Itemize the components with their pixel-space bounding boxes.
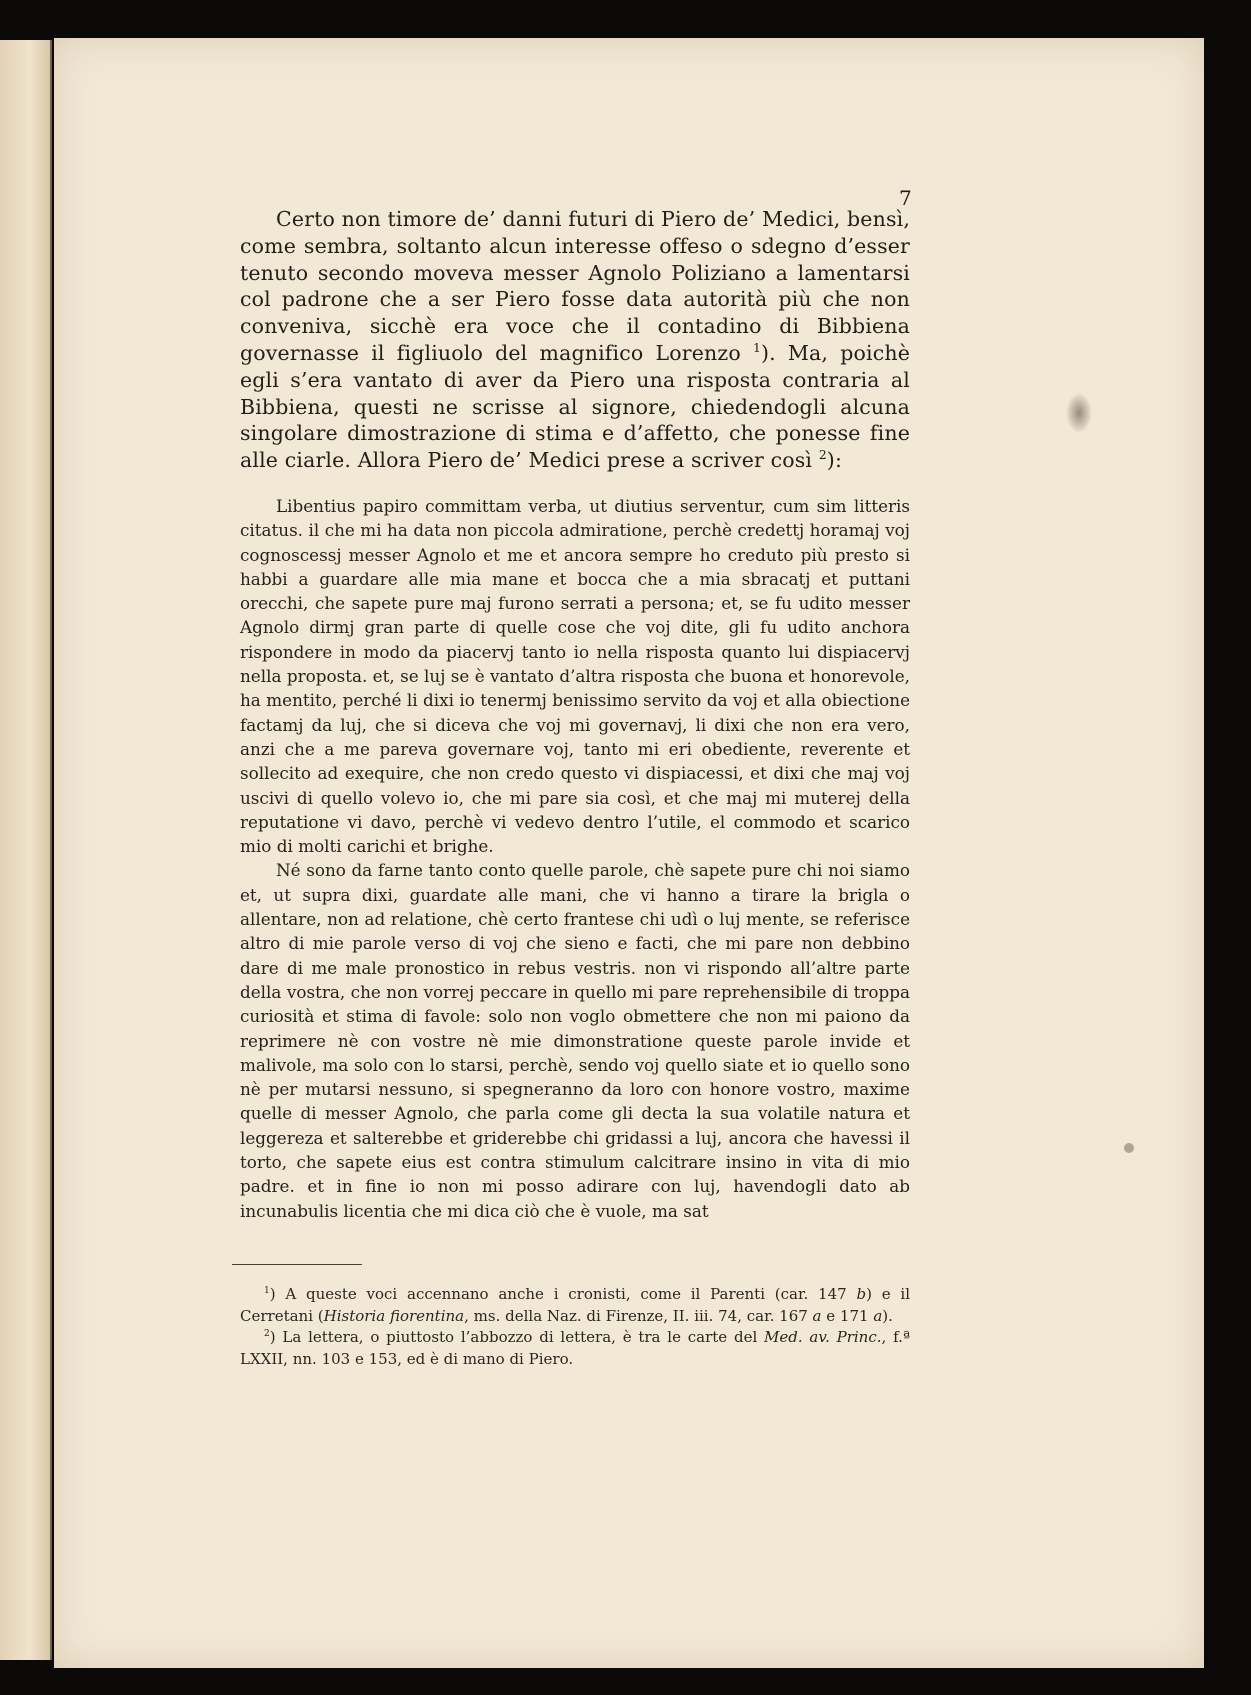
body-text-part-3: ): <box>826 448 843 473</box>
footnote-1-text: ) A queste voci accennano anche i cronisti, come il Parenti (car. 147 <box>269 1285 857 1303</box>
footnote-1-text: ). <box>882 1306 893 1325</box>
footnotes <box>240 1284 910 1370</box>
footnote-2-text: ) La lettera, o piuttosto l’abbozzo di lettera, è tra le carte del <box>269 1328 765 1346</box>
footnote-2 <box>240 1327 910 1370</box>
letter-paragraph-1: Libentius papiro committam verba, ut diutius serventur, cum sim litteris citatus. il che mi ha data non piccola admiratione, perchè credettj horamaj voj cognoscessj messer Agnolo et me et ancora sempre ho creduto più presto si habbi a guardare alle mia mane et bocca che a mia sbracatj et puttani orecchi, che sapete pure maj furono serrati a persona; et, se fu udito messer Agnolo dirmj gran parte di quelle cose che voj dite, gli fu udito anchora rispondere in modo da piacervj tanto io nella risposta quanto lui dispiacervj nella proposta. et, se luj se è vantato d’altra risposta che buona et honorevole, ha mentito, perché li dixi io tenermj benissimo servito da voj et alla obiectione factamj da luj, che si diceva che voj mi governavj, li dixi che non era vero, anzi che a me pareva governare voj, tanto mi eri obediente, reverente et sollecito ad exequire, che non credo questo vi dispiacessi, et dixi che maj voj uscivi di quello volevo io, che mi pare sia così, et che maj mi muterej della reputatione vi davo, perchè vi vedevo dentro l’utile, el commodo et scarico mio di molti carichi et brighe. <box>240 496 910 857</box>
footnote-separator <box>232 1264 362 1265</box>
paper-stain-small <box>1124 1143 1134 1153</box>
footnote-ref-2: 2 <box>818 448 827 463</box>
footnote-1-italic: b <box>856 1285 867 1303</box>
footnote-ref-1: 1 <box>752 341 761 356</box>
paper-stain <box>1066 393 1092 433</box>
footnote-2-text: , f.ª LXXII, nn. 103 e 153, ed è di mano di Piero. <box>240 1328 910 1368</box>
footnote-1-italic: a <box>873 1306 883 1325</box>
letter-paragraph-2: Né sono da farne tanto conto quelle parole, chè sapete pure chi noi siamo et, ut supra dixi, guardate alle mani, che vi hanno a tirare la brigla o allentare, non ad relatione, chè certo frantese chi udì o luj mente, se referisce altro di mie parole verso di voj che sieno e facti, che mi pare non debbino dare di me male pronostico in rebus vestris. non vi rispondo all’altre parte della vostra, che non vorrej peccare in quello mi pare reprehensibile di troppa curiosità et stima di favole: solo non voglo obmettere che non mi paiono da reprimere nè con vostre nè mie dimonstratione queste parole invide et malivole, ma solo con lo starsi, perchè, sendo voj quello siate et io quello sono nè per mutarsi nessuno, si spegneranno da loro con honore vostro, maxime quelle di messer Agnolo, che parla come gli decta la sua volatile natura et leggereza et salterebbe et griderebbe chi gridassi a luj, ancora che havessi il torto, che sapete eius est contra stimulum calcitrare insino in vita di mio padre. et in fine io non mi posso adirare con luj, havendogli dato ab incunabulis licentia che mi dica ciò che è vuole, ma sat <box>240 860 910 1221</box>
footnote-1-text: , ms. della Naz. di Firenze, II. iii. 74, car. 167 <box>464 1306 813 1325</box>
footnote-2-italic: Med. av. Princ. <box>764 1328 882 1346</box>
footnote-1-title: Historia fiorentina <box>323 1306 465 1325</box>
previous-page-edge <box>0 40 52 1660</box>
letter-quotation <box>240 494 910 1223</box>
page-number: 7 <box>899 186 912 210</box>
footnote-1-marker: 1 <box>264 1286 270 1296</box>
footnote-2-marker: 2 <box>264 1329 270 1339</box>
book-page <box>54 38 1204 1668</box>
footnote-1-text: e 171 <box>821 1306 874 1325</box>
body-text-part-2: ). Ma, poichè egli s’era vantato di aver da Piero una risposta contraria al Bibbiena, questi ne scrisse al signore, chiedendogli alcuna singolare dimostrazione di stima e d’affetto, che ponesse fine alle ciarle. Allora Piero de’ Medici prese a scriver così <box>240 340 910 473</box>
footnote-1 <box>240 1284 910 1327</box>
footnote-1-text: ) e il Cerretani ( <box>240 1285 910 1325</box>
body-paragraph <box>240 206 910 474</box>
body-text-part-1: Certo non timore de’ danni futuri di Piero de’ Medici, bensì, come sembra, soltanto alcun interesse offeso o sdegno d’esser tenuto secondo moveva messer Agnolo Poliziano a lamentarsi col padrone che a ser Piero fosse data autorità più che non conveniva, sicchè era voce che il contadino di Bibbiena governasse il figliuolo del magnifico Lorenzo <box>240 207 910 365</box>
footnote-1-italic: a <box>812 1306 822 1325</box>
